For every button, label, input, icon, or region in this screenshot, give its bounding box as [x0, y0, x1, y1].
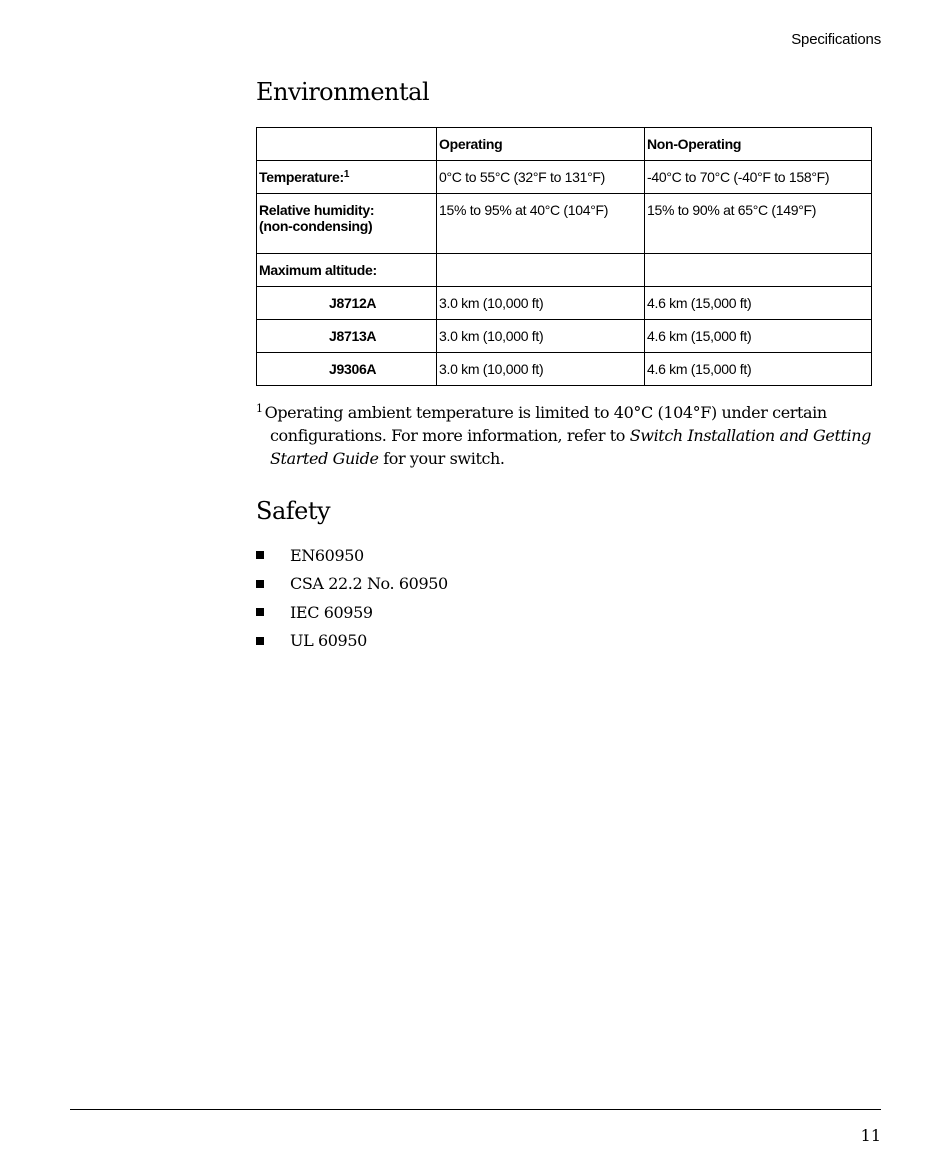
row-label-temperature: Temperature:$^1$ [257, 161, 437, 194]
footer-rule [70, 1109, 881, 1110]
table-cell: 3.0 km (10,000 ft) [437, 353, 645, 386]
running-head: Specifications [791, 31, 881, 48]
table-cell: 4.6 km (15,000 ft) [645, 353, 872, 386]
footnote-marker: 1 [343, 169, 350, 180]
table-cell: 15% to 95% at 40°C (104°F) [437, 194, 645, 254]
bullet-icon [256, 580, 264, 588]
footnote-text-end: for your switch. [378, 449, 505, 468]
table-cell: 3.0 km (10,000 ft) [437, 320, 645, 353]
bullet-icon [256, 637, 264, 645]
footnote-text: Operating ambient temperature is limited to 40°C (104°F) under certain configurations. For more information, refer to [264, 403, 827, 445]
table-header-cell: Non-Operating [645, 128, 872, 161]
table-header-row [257, 128, 872, 161]
table-cell [437, 254, 645, 287]
environmental-table [256, 127, 872, 386]
list-item [256, 598, 448, 627]
list-item [256, 570, 448, 599]
table-cell: 15% to 90% at 65°C (149°F) [645, 194, 872, 254]
list-item-text: IEC 60959 [290, 602, 373, 622]
list-item [256, 541, 448, 570]
row-label-altitude: Maximum altitude: [257, 254, 437, 287]
table-cell: 3.0 km (10,000 ft) [437, 287, 645, 320]
bullet-icon [256, 608, 264, 616]
list-item-text: UL 60950 [290, 631, 367, 651]
row-label-model: J9306A [257, 353, 437, 386]
bullet-icon [256, 551, 264, 559]
row-label-model: J8713A [257, 320, 437, 353]
list-item [256, 627, 448, 656]
row-label-humidity: Relative humidity: (non-condensing) [257, 194, 437, 254]
table-row [257, 287, 872, 320]
table-row [257, 353, 872, 386]
table-row [257, 194, 872, 254]
table-row [257, 254, 872, 287]
environmental-heading: Environmental [256, 78, 430, 106]
row-label-model: J8712A [257, 287, 437, 320]
page-number: 11 [860, 1126, 881, 1145]
safety-heading: Safety [256, 497, 331, 525]
table-cell [645, 254, 872, 287]
table-row [257, 320, 872, 353]
table-cell: 0°C to 55°C (32°F to 131°F) [437, 161, 645, 194]
table-cell: -40°C to 70°C (-40°F to 158°F) [645, 161, 872, 194]
list-item-text: EN60950 [290, 545, 364, 565]
table-cell: 4.6 km (15,000 ft) [645, 287, 872, 320]
footnote-number: 1 [256, 402, 263, 415]
list-item-text: CSA 22.2 No. 60950 [290, 574, 448, 594]
table-row [257, 161, 872, 194]
table-cell: 4.6 km (15,000 ft) [645, 320, 872, 353]
footnote [256, 401, 880, 470]
table-header-cell: Operating [437, 128, 645, 161]
guide-title: Switch Installation and Getting Started Guide [270, 426, 871, 468]
table-header-cell [257, 128, 437, 161]
safety-list [256, 541, 448, 655]
